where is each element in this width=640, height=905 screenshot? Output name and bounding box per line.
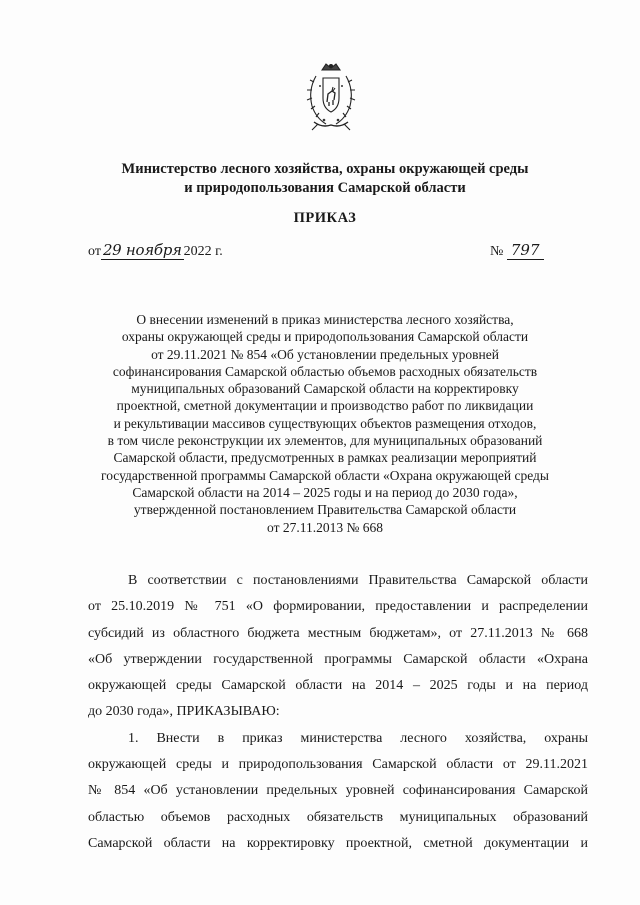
subject-line: от 27.11.2013 № 668 [267, 519, 383, 535]
subject-line: утвержденной постановлением Правительства Самарской области [133, 502, 517, 518]
body-line: № 854 «Об установлении предельных уровней софинансирования Самарской [88, 783, 588, 799]
order-title: ПРИКАЗ [293, 210, 357, 226]
subject-line: в том числе реконструкции их элементов, для муниципальных образований [107, 433, 543, 449]
order-subject [70, 311, 580, 536]
ministry-line-1: Министерство лесного хозяйства, охраны окружающей среды [121, 161, 529, 177]
date-prefix: от [88, 244, 101, 259]
order-date [88, 241, 223, 260]
body-line: «Об утверждении государственной программы Самарской области «Охрана [88, 651, 588, 667]
order-body [88, 568, 588, 857]
subject-line: Самарской области на 2014 – 2025 годы и на период до 2030 года», [132, 484, 518, 500]
handwritten-number: 797 [507, 241, 544, 260]
handwritten-date: 29 ноября [102, 241, 182, 259]
body-line: от 25.10.2019 № 751 «О формировании, предоставлении и распределении [88, 599, 588, 615]
subject-line: от 29.11.2021 № 854 «Об установлении предельных уровней [151, 346, 499, 362]
subject-line: Самарской области, предусмотренных в рамках реализации мероприятий [113, 450, 537, 466]
body-line: областью объемов расходных обязательств муниципальных образований [88, 809, 588, 825]
order-number [490, 241, 544, 260]
body-line: окружающей среды и природопользования Самарской области от 29.11.2021 [88, 757, 588, 773]
subject-line: охраны окружающей среды и природопользования Самарской области [121, 329, 529, 345]
body-line: субсидий из областного бюджета местным бюджетам», от 27.11.2013 № 668 [88, 625, 588, 641]
subject-line: О внесении изменений в приказ министерства лесного хозяйства, [136, 312, 514, 327]
body-line: 1. Внести в приказ министерства лесного хозяйства, охраны [128, 730, 588, 746]
subject-line: проектной, сметной документации и производство работ по ликвидации [116, 398, 534, 414]
number-prefix: № [490, 244, 504, 259]
body-line: Самарской области на корректировку проектной, сметной документации и [88, 835, 588, 851]
ministry-name [60, 160, 590, 198]
body-line: до 2030 года», ПРИКАЗЫВАЮ: [88, 704, 280, 720]
subject-line: муниципальных образований Самарской области на корректировку [131, 381, 519, 397]
subject-line: и рекультивации массивов существующих объектов размещения отходов, [113, 415, 537, 431]
subject-line: государственной программы Самарской области «Охрана окружающей среды [101, 467, 549, 483]
body-line: В соответствии с постановлениями Правительства Самарской области [128, 573, 588, 588]
subject-line: софинансирования Самарской областью объемов расходных обязательств [112, 363, 538, 379]
date-year: 2022 г. [183, 244, 223, 259]
ministry-line-2: и природопользования Самарской области [184, 180, 466, 196]
coat-of-arms-icon [302, 62, 360, 134]
body-line: окружающей среды Самарской области на 2014 – 2025 годы и на период [88, 678, 588, 694]
